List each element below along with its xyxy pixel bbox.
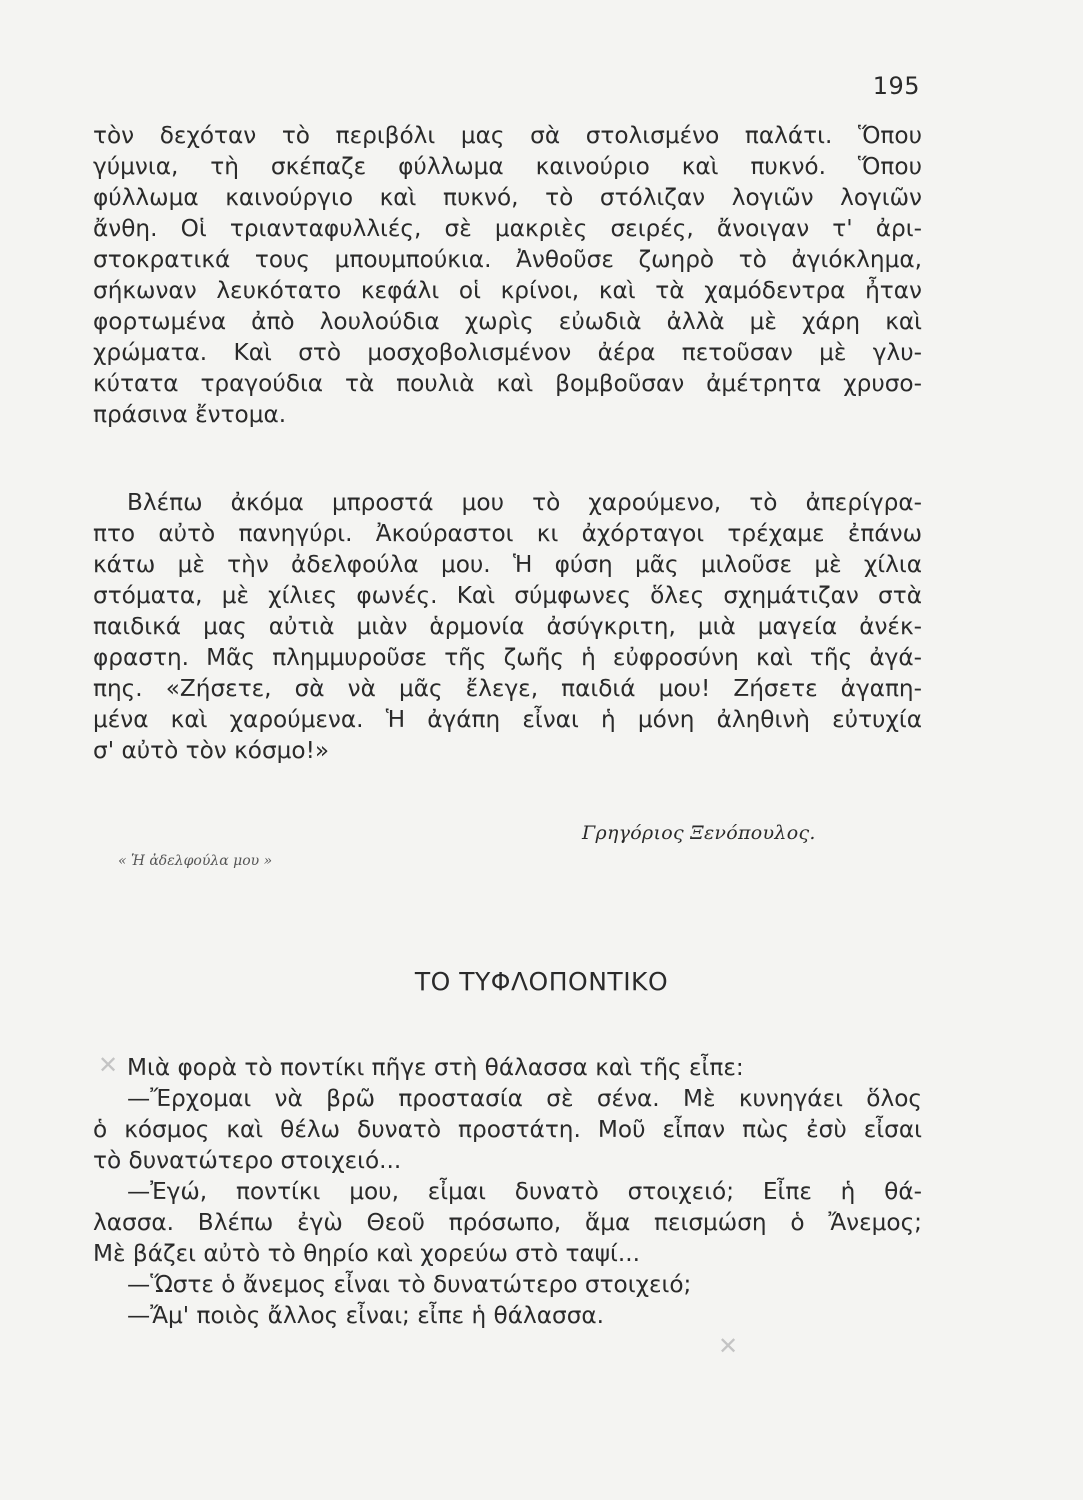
text-line: χρώματα. Καὶ στὸ μοσχοβολισμένον ἀέρα πετοῦσαν μὲ γλυ- (93, 339, 922, 366)
text-line: τὸ δυνατώτερο στοιχειό... (93, 1147, 402, 1174)
text-line: μένα καὶ χαρούμενα. Ἡ ἀγάπη εἶναι ἡ μόνη ἀληθινὴ εὐτυχία (93, 706, 922, 733)
page-number: 195 (872, 72, 920, 100)
story-text (93, 1052, 922, 1331)
excerpt-paragraph-2 (93, 487, 922, 766)
text-line: γύμνια, τὴ σκέπαζε φύλλωμα καινούριο καὶ πυκνό. Ὅπου (93, 153, 922, 180)
text-line: Βλέπω ἀκόμα μπροστά μου τὸ χαρούμενο, τὸ ἀπερίγρα- (127, 489, 922, 516)
text-line: στοκρατικά τους μπουμπούκια. Ἀνθοῦσε ζωηρὸ τὸ ἀγιόκλημα, (93, 246, 922, 273)
pencil-mark-icon: ✕ (98, 1051, 119, 1079)
text-line: πράσινα ἔντομα. (93, 401, 287, 428)
pencil-mark-icon: ✕ (718, 1332, 739, 1360)
text-line: φορτωμένα ἀπὸ λουλούδια χωρὶς εὐωδιὰ ἀλλὰ μὲ χάρη καὶ (93, 308, 922, 335)
text-line: στόματα, μὲ χίλιες φωνές. Καὶ σύμφωνες ὅλες σχημάτιζαν στὰ (93, 582, 922, 609)
section-title: ΤΟ ΤΥΦΛΟΠΟΝΤΙΚΟ (414, 967, 669, 996)
text-line: σήκωναν λευκότατο κεφάλι οἱ κρίνοι, καὶ τὰ χαμόδεντρα ἦταν (93, 277, 922, 304)
text-line: πτο αὐτὸ πανηγύρι. Ἀκούραστοι κι ἀχόρταγοι τρέχαμε ἐπάνω (93, 520, 922, 547)
text-line: —Ὥστε ὁ ἄνεμος εἶναι τὸ δυνατώτερο στοιχειό; (127, 1271, 692, 1298)
author-signature: Γρηγόριος Ξενόπουλος. (582, 822, 816, 844)
text-line: φύλλωμα καινούργιο καὶ πυκνό, τὸ στόλιζαν λογιῶν λογιῶν (93, 184, 922, 211)
text-line: σ' αὐτὸ τὸν κόσμο!» (93, 737, 330, 764)
text-line: Μὲ βάζει αὐτὸ τὸ θηρίο καὶ χορεύω στὸ ταψί... (93, 1240, 641, 1267)
text-line: —Ἐγώ, ποντίκι μου, εἶμαι δυνατὸ στοιχειό; Εἶπε ἡ θά- (127, 1178, 922, 1205)
text-line: —Ἔρχομαι νὰ βρῶ προστασία σὲ σένα. Μὲ κυνηγάει ὅλος (127, 1085, 922, 1112)
text-line: ὁ κόσμος καὶ θέλω δυνατὸ προστάτη. Μοῦ εἶπαν πὼς ἐσὺ εἶσαι (93, 1116, 922, 1143)
text-line: πης. «Ζήσετε, σὰ νὰ μᾶς ἔλεγε, παιδιά μου! Ζήσετε ἀγαπη- (93, 675, 922, 702)
text-line: φραστη. Μᾶς πλημμυροῦσε τῆς ζωῆς ἡ εὐφροσύνη καὶ τῆς ἀγά- (93, 644, 922, 671)
text-line: κάτω μὲ τὴν ἀδελφούλα μου. Ἡ φύση μᾶς μιλοῦσε μὲ χίλια (93, 551, 922, 578)
text-line: τὸν δεχόταν τὸ περιβόλι μας σὰ στολισμένο παλάτι. Ὅπου (93, 122, 922, 149)
text-line: ἄνθη. Οἱ τριανταφυλλιές, σὲ μακριὲς σειρές, ἄνοιγαν τ' ἀρι- (93, 215, 922, 242)
text-line: Μιὰ φορὰ τὸ ποντίκι πῆγε στὴ θάλασσα καὶ τῆς εἶπε: (127, 1054, 744, 1081)
text-line: —Ἄμ' ποιὸς ἄλλος εἶναι; εἶπε ἡ θάλασσα. (127, 1302, 605, 1329)
text-line: παιδικά μας αὐτιὰ μιὰν ἁρμονία ἀσύγκριτη, μιὰ μαγεία ἀνέκ- (93, 613, 922, 640)
text-line: κύτατα τραγούδια τὰ πουλιὰ καὶ βομβοῦσαν ἀμέτρητα χρυσο- (93, 370, 922, 397)
source-title: « Ἡ ἀδελφούλα μου » (118, 853, 273, 869)
excerpt-paragraph-1 (93, 120, 922, 430)
text-line: λασσα. Βλέπω ἐγὼ Θεοῦ πρόσωπο, ἅμα πεισμώση ὁ Ἄνεμος; (93, 1209, 922, 1236)
